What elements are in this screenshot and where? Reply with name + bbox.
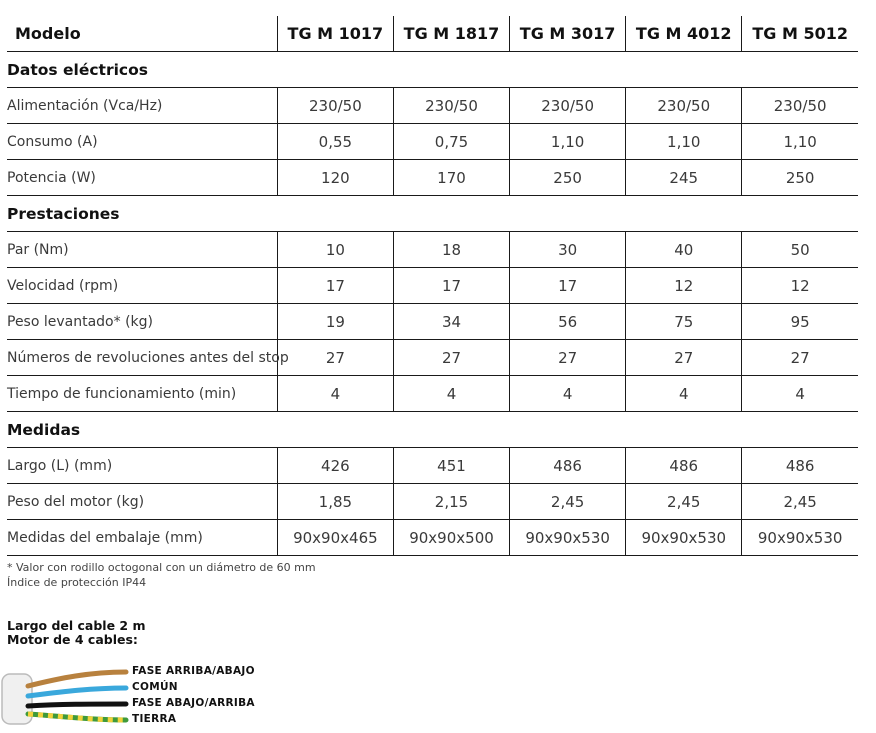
cell-value: 4 <box>510 376 626 412</box>
cell-value: 1,85 <box>277 484 393 520</box>
wire-label-fase-arriba-abajo: FASE ARRIBA/ABAJO <box>132 665 255 677</box>
cell-value: 27 <box>393 340 509 376</box>
cell-value: 30 <box>510 232 626 268</box>
table-row <box>7 448 858 484</box>
cell-value: 10 <box>277 232 393 268</box>
cell-value: 40 <box>626 232 742 268</box>
cell-value: 250 <box>742 160 858 196</box>
cell-value: 19 <box>277 304 393 340</box>
cell-value: 12 <box>626 268 742 304</box>
motor-wires-title: Motor de 4 cables: <box>7 632 138 647</box>
table-row <box>7 376 858 412</box>
footnote: * Valor con rodillo octogonal con un diámetro de 60 mm <box>7 561 316 574</box>
section-title: Prestaciones <box>7 196 858 232</box>
cell-value: 4 <box>393 376 509 412</box>
cell-value: 1,10 <box>742 124 858 160</box>
protection-note: Índice de protección IP44 <box>7 576 147 589</box>
cell-value: 90x90x530 <box>510 520 626 556</box>
row-label: Peso del motor (kg) <box>7 484 277 520</box>
header-model-3: TG M 3017 <box>510 16 626 52</box>
header-model-label: Modelo <box>7 16 277 52</box>
wire-label-tierra: TIERRA <box>132 713 177 725</box>
section-row <box>7 412 858 448</box>
row-label: Potencia (W) <box>7 160 277 196</box>
cell-value: 230/50 <box>277 88 393 124</box>
table-row <box>7 304 858 340</box>
wire-fase-abajo-arriba <box>28 704 126 706</box>
table-row <box>7 232 858 268</box>
cell-value: 0,55 <box>277 124 393 160</box>
cable-sheath <box>2 674 32 724</box>
cell-value: 1,10 <box>626 124 742 160</box>
row-label: Largo (L) (mm) <box>7 448 277 484</box>
cell-value: 17 <box>393 268 509 304</box>
cell-value: 250 <box>510 160 626 196</box>
cell-value: 230/50 <box>510 88 626 124</box>
wire-label-comun: COMÚN <box>132 681 178 693</box>
cell-value: 17 <box>277 268 393 304</box>
cell-value: 451 <box>393 448 509 484</box>
cell-value: 95 <box>742 304 858 340</box>
table-row <box>7 268 858 304</box>
cell-value: 12 <box>742 268 858 304</box>
cell-value: 2,45 <box>510 484 626 520</box>
cell-value: 2,15 <box>393 484 509 520</box>
cell-value: 27 <box>510 340 626 376</box>
cell-value: 245 <box>626 160 742 196</box>
row-label: Par (Nm) <box>7 232 277 268</box>
row-label: Peso levantado* (kg) <box>7 304 277 340</box>
table-row <box>7 160 858 196</box>
table-row <box>7 484 858 520</box>
cell-value: 230/50 <box>626 88 742 124</box>
cell-value: 120 <box>277 160 393 196</box>
cell-value: 17 <box>510 268 626 304</box>
cell-value: 4 <box>277 376 393 412</box>
section-title: Medidas <box>7 412 858 448</box>
table-row <box>7 340 858 376</box>
header-model-2: TG M 1817 <box>393 16 509 52</box>
spec-table <box>7 16 858 556</box>
table-row <box>7 124 858 160</box>
cell-value: 0,75 <box>393 124 509 160</box>
cell-value: 486 <box>510 448 626 484</box>
cell-value: 2,45 <box>742 484 858 520</box>
row-label: Consumo (A) <box>7 124 277 160</box>
section-row <box>7 52 858 88</box>
cell-value: 27 <box>277 340 393 376</box>
cell-value: 34 <box>393 304 509 340</box>
table-header-row <box>7 16 858 52</box>
table-row <box>7 520 858 556</box>
wire-fase-arriba-abajo <box>28 672 126 686</box>
row-label: Alimentación (Vca/Hz) <box>7 88 277 124</box>
cell-value: 230/50 <box>742 88 858 124</box>
cell-value: 90x90x465 <box>277 520 393 556</box>
section-title: Datos eléctricos <box>7 52 858 88</box>
cell-value: 27 <box>742 340 858 376</box>
row-label: Números de revoluciones antes del stop <box>7 340 277 376</box>
cell-value: 56 <box>510 304 626 340</box>
cell-value: 18 <box>393 232 509 268</box>
row-label: Tiempo de funcionamiento (min) <box>7 376 277 412</box>
header-model-5: TG M 5012 <box>742 16 858 52</box>
cell-value: 4 <box>742 376 858 412</box>
table-row <box>7 88 858 124</box>
cell-value: 230/50 <box>393 88 509 124</box>
cell-value: 75 <box>626 304 742 340</box>
cell-value: 90x90x500 <box>393 520 509 556</box>
cell-value: 90x90x530 <box>742 520 858 556</box>
cell-value: 50 <box>742 232 858 268</box>
cell-value: 1,10 <box>510 124 626 160</box>
section-row <box>7 196 858 232</box>
wire-comun <box>28 688 126 696</box>
cell-value: 426 <box>277 448 393 484</box>
wire-label-fase-abajo-arriba: FASE ABAJO/ARRIBA <box>132 697 255 709</box>
cell-value: 27 <box>626 340 742 376</box>
row-label: Medidas del embalaje (mm) <box>7 520 277 556</box>
header-model-4: TG M 4012 <box>626 16 742 52</box>
cell-value: 170 <box>393 160 509 196</box>
header-model-1: TG M 1017 <box>277 16 393 52</box>
row-label: Velocidad (rpm) <box>7 268 277 304</box>
cell-value: 486 <box>626 448 742 484</box>
cell-value: 2,45 <box>626 484 742 520</box>
cell-value: 486 <box>742 448 858 484</box>
cell-value: 4 <box>626 376 742 412</box>
cable-length: Largo del cable 2 m <box>7 618 146 633</box>
cell-value: 90x90x530 <box>626 520 742 556</box>
